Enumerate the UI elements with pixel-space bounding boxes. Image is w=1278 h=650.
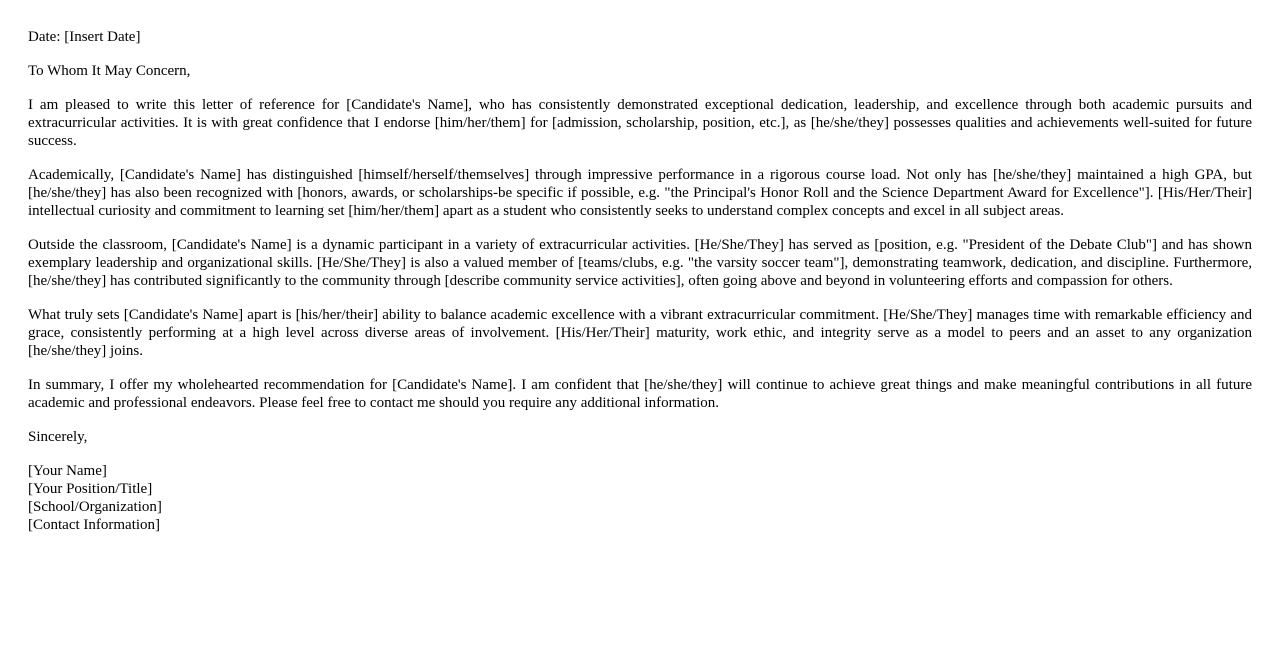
letter-salutation: To Whom It May Concern, bbox=[28, 63, 191, 79]
paragraph-introduction: I am pleased to write this letter of reference for [Candidate's Name], who has consistently demonstrated exceptional dedication, leadership, and excellence through both academic pursuits and extracurricular activities. It is with great confidence that I endorse [him/her/them] for [admission, scholarship, position, etc.], as [he/she/they] possesses qualities and achievements well-suited for future success. bbox=[28, 97, 1252, 149]
paragraph-summary: In summary, I offer my wholehearted recommendation for [Candidate's Name]. I am confident that [he/she/they] will continue to achieve great things and make meaningful contributions in all future academic and professional endeavors. Please feel free to contact me should you require any additional information. bbox=[28, 377, 1252, 411]
signature-contact: [Contact Information] bbox=[28, 517, 161, 533]
reference-letter bbox=[28, 28, 1252, 534]
signature-name: [Your Name] bbox=[28, 463, 107, 479]
paragraph-academics: Academically, [Candidate's Name] has distinguished [himself/herself/themselves] through impressive performance in a rigorous course load. Not only has [he/she/they] maintained a high GPA, but [he/she/they] has also been recognized with [honors, awards, or scholarships-be specific if possible, e.g. "the Principal's Honor Roll and the Science Department Award for Excellence"]. [His/Her/Their] intellectual curiosity and commitment to learning set [him/her/them] apart as a student who consistently seeks to understand complex concepts and excel in all subject areas. bbox=[28, 167, 1252, 219]
signature-organization: [School/Organization] bbox=[28, 499, 162, 515]
letter-date: Date: [Insert Date] bbox=[28, 29, 141, 45]
letter-closing: Sincerely, bbox=[28, 429, 88, 445]
signature-block bbox=[28, 462, 1252, 534]
paragraph-extracurricular: Outside the classroom, [Candidate's Name] is a dynamic participant in a variety of extracurricular activities. [He/She/They] has served as [position, e.g. "President of the Debate Club"] and has shown exemplary leadership and organizational skills. [He/She/They] is also a valued member of [teams/clubs, e.g. "the varsity soccer team"], demonstrating teamwork, dedication, and discipline. Furthermore, [he/she/they] has contributed significantly to the community through [describe community service activities], often going above and beyond in volunteering efforts and compassion for others. bbox=[28, 237, 1252, 289]
paragraph-balance: What truly sets [Candidate's Name] apart is [his/her/their] ability to balance academic excellence with a vibrant extracurricular commitment. [He/She/They] manages time with remarkable efficiency and grace, consistently performing at a high level across diverse areas of involvement. [His/Her/Their] maturity, work ethic, and integrity serve as a model to peers and an asset to any organization [he/she/they] joins. bbox=[28, 307, 1252, 359]
signature-title: [Your Position/Title] bbox=[28, 481, 153, 497]
